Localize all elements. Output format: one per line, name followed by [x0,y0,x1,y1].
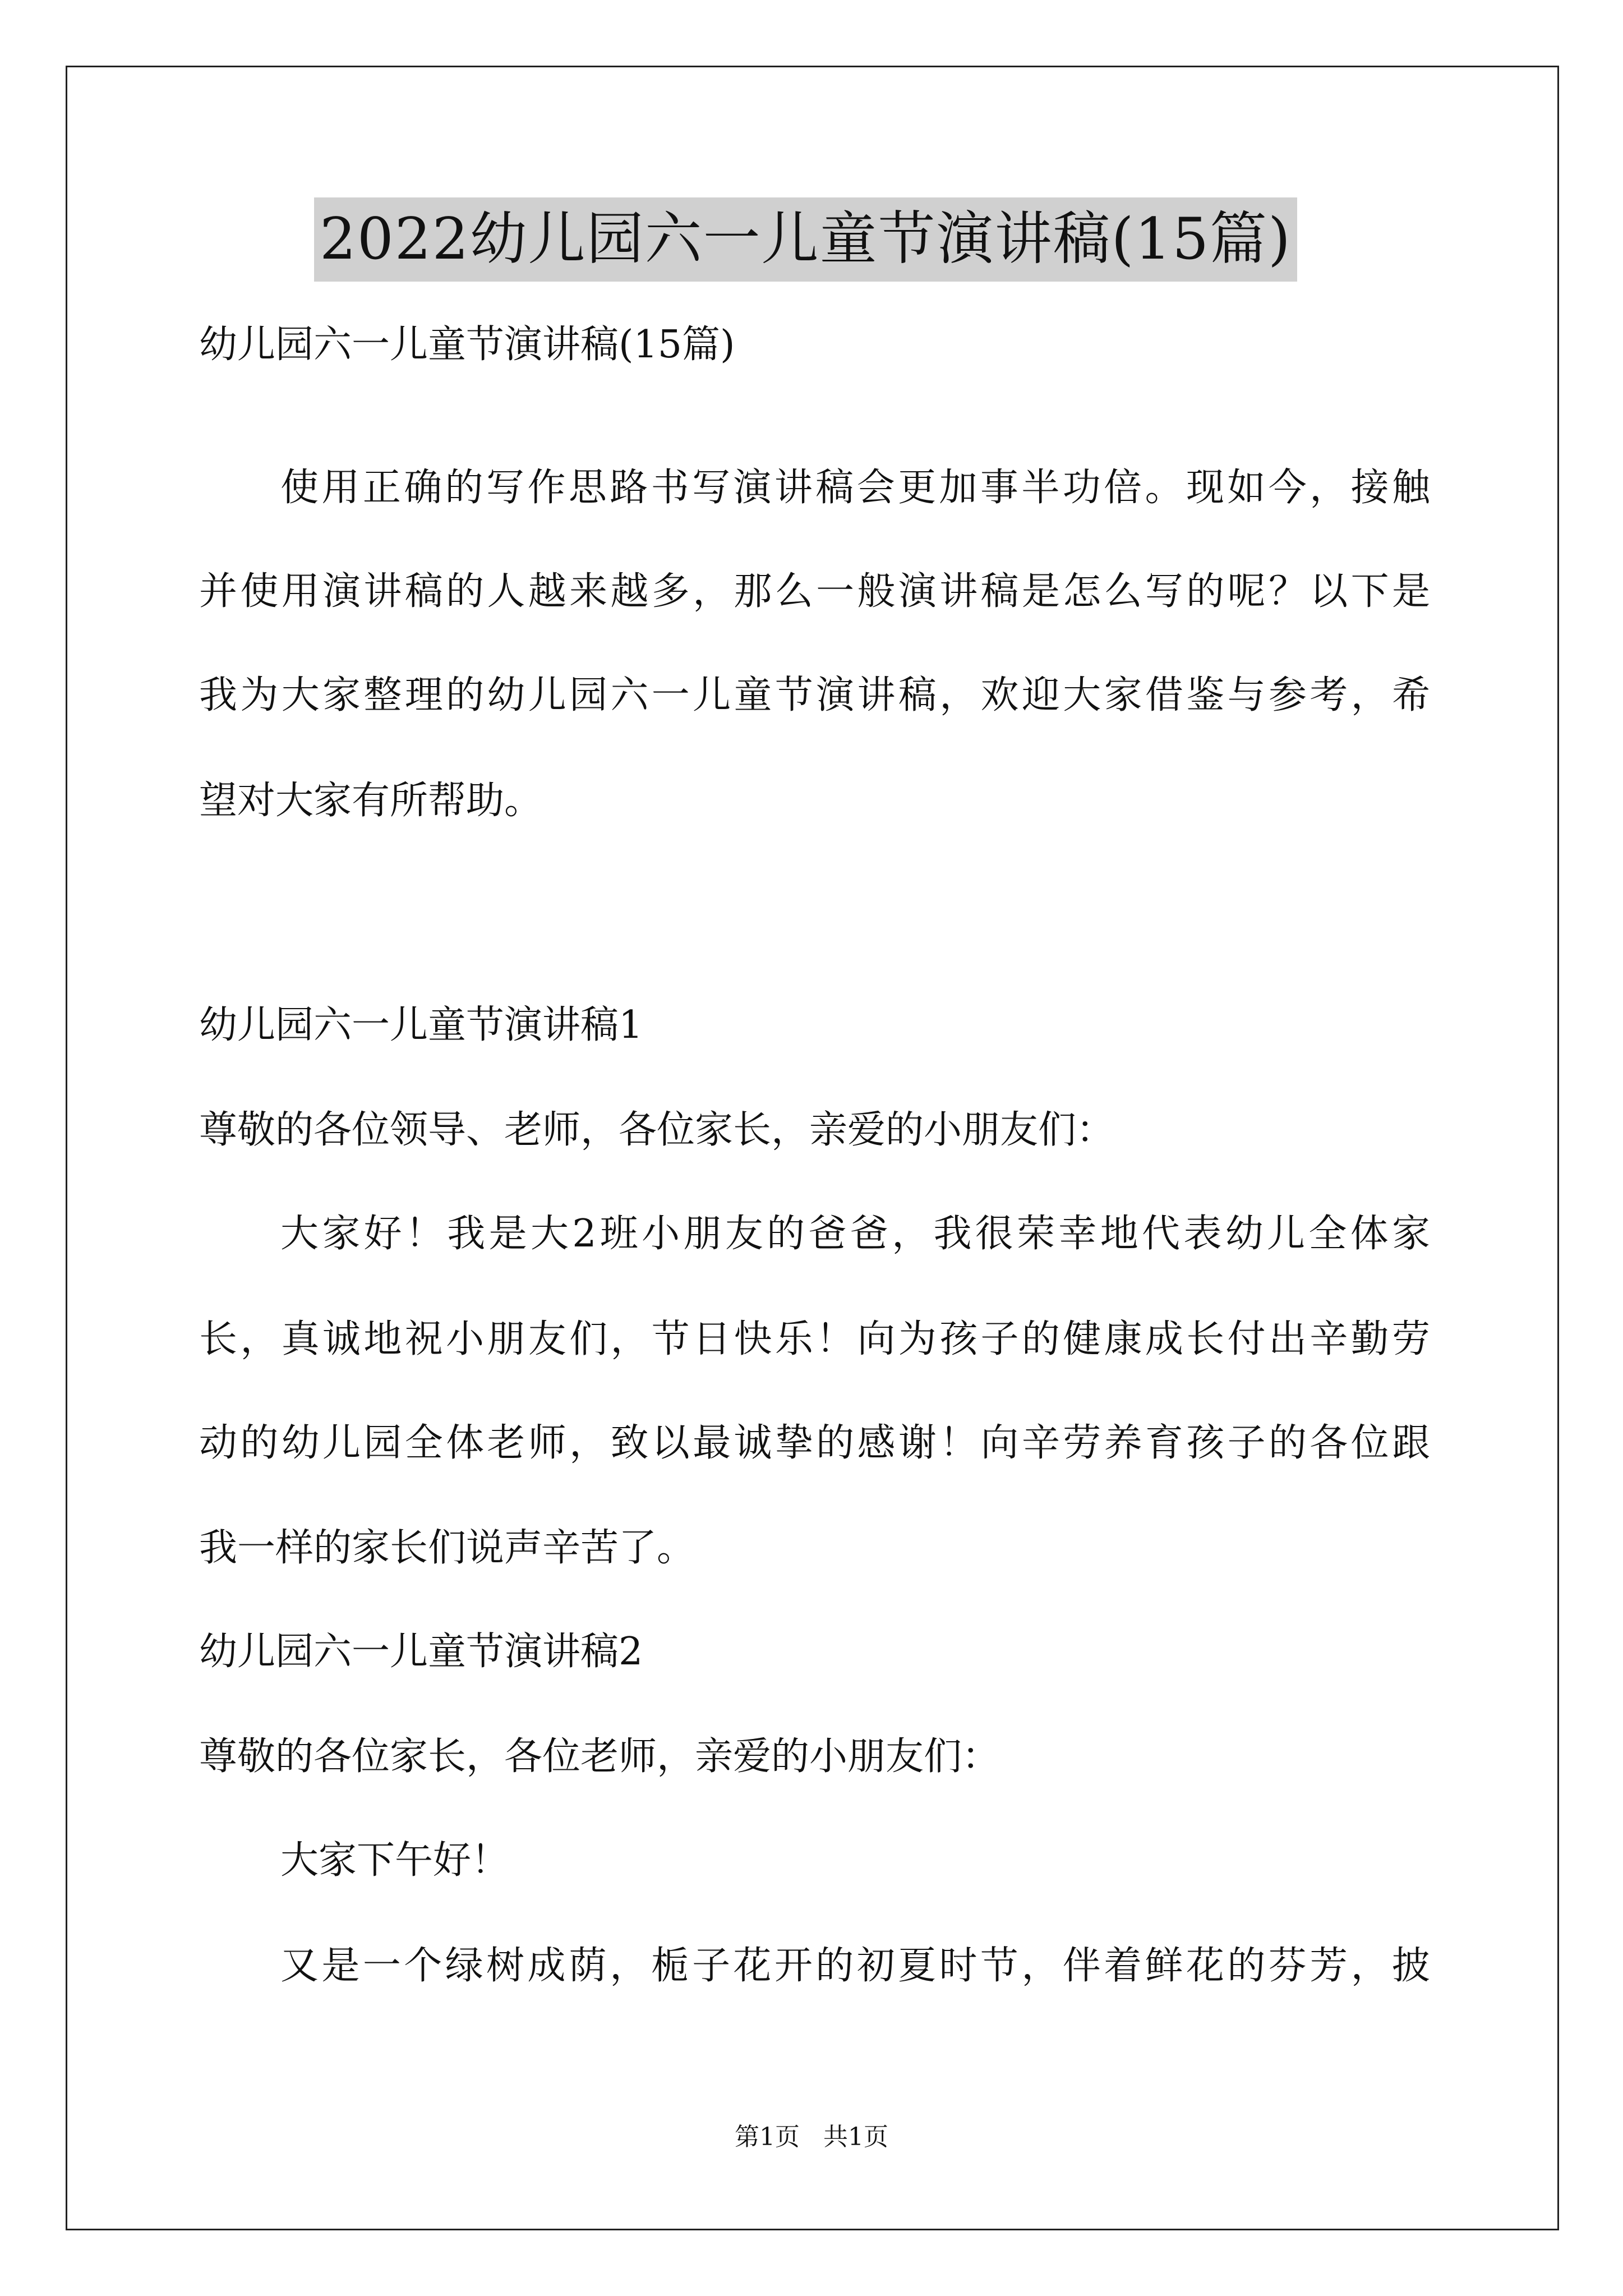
section-1-line-2: 长，真诚地祝小朋友们，节日快乐！向为孩子的健康成长付出辛勤劳 [199,1317,1430,1361]
document-title: 2022幼儿园六一儿童节演讲稿(15篇) [314,197,1297,282]
section-1-heading: 幼儿园六一儿童节演讲稿1 [199,1003,643,1047]
section-2-greeting: 大家下午好！ [280,1838,510,1883]
section-1-salutation: 尊敬的各位领导、老师，各位家长，亲爱的小朋友们： [199,1108,1115,1152]
section-2-salutation: 尊敬的各位家长，各位老师，亲爱的小朋友们： [199,1734,1000,1779]
intro-line-4: 望对大家有所帮助。 [199,779,543,823]
intro-line-3: 我为大家整理的幼儿园六一儿童节演讲稿，欢迎大家借鉴与参考，希 [199,673,1430,717]
section-2-line-1: 又是一个绿树成荫，栀子花开的初夏时节，伴着鲜花的芬芳，披 [280,1944,1430,1988]
section-1-line-1: 大家好！我是大2班小朋友的爸爸，我很荣幸地代表幼儿全体家 [280,1212,1430,1256]
section-1-line-3: 动的幼儿园全体老师，致以最诚挚的感谢！向辛劳养育孩子的各位跟 [199,1421,1430,1465]
section-1-line-4: 我一样的家长们说声辛苦了。 [199,1526,695,1570]
intro-line-2: 并使用演讲稿的人越来越多，那么一般演讲稿是怎么写的呢？以下是 [199,569,1430,614]
page-footer: 第1页 共1页 [735,2123,888,2151]
document-subtitle: 幼儿园六一儿童节演讲稿(15篇) [199,323,735,367]
intro-line-1: 使用正确的写作思路书写演讲稿会更加事半功倍。现如今，接触 [280,466,1430,510]
section-2-heading: 幼儿园六一儿童节演讲稿2 [199,1630,643,1674]
